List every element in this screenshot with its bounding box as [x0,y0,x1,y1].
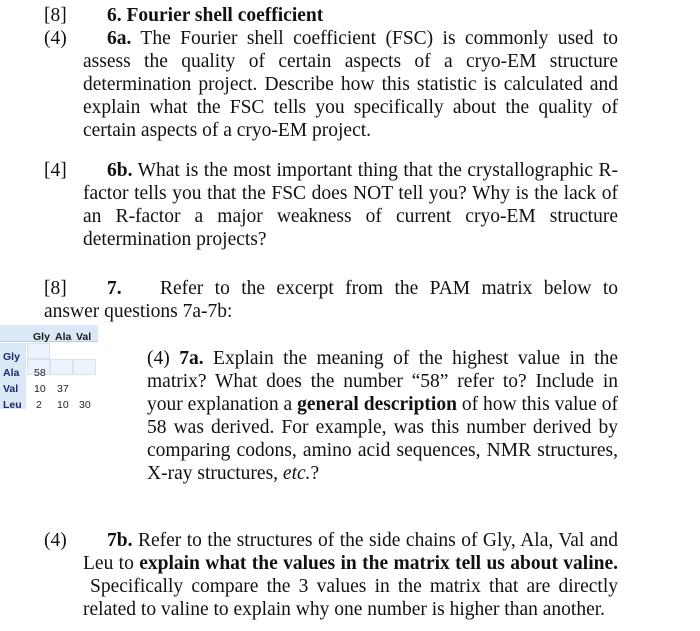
q7a-line1: (4) 7a. Explain the meaning of the highest value in the [147,348,619,369]
pam-value-leu-gly: 2 [36,399,42,411]
q7b-line4: related to valine to explain why one number is higher than another. [83,599,606,620]
q6-title: 6. Fourier shell coefficient [107,5,324,26]
q7-line2: answer questions 7a-7b: [44,301,233,322]
q6-points: [8] [44,5,67,26]
pam-cell [50,359,73,375]
pam-cell [27,343,50,359]
pam-column-header-bar [0,325,98,342]
q7-points: [8] [44,278,67,299]
pam-value-ala-gly: 58 [34,367,46,379]
q6b-label: 6b. [107,160,133,181]
pam-row-header: Ala [3,367,20,379]
q7a-points: (4) [147,348,170,369]
q6a-label: 6a. [107,28,132,49]
q6b-line2: factor tells you that the FSC does NOT tell you? Why is the lack of [83,183,618,204]
q7b-line2: Leu to explain what the values in the matrix tell us about valine. [83,553,619,574]
q7-line1: Refer to the excerpt from the PAM matrix below to [160,278,618,299]
pam-value-grid [27,343,98,409]
q7b-line3: Specifically compare the 3 values in the matrix that are directly [90,576,618,597]
q6b-points: [4] [44,160,67,181]
q6b-line4: determination projects? [83,229,267,250]
pam-row-header-bar [0,343,26,409]
q7a-line3: your explanation a general description of how this value of [147,394,618,415]
q7b-points: (4) [44,530,67,551]
q7b-line1: 7b. Refer to the structures of the side chains of Gly, Ala, Val and [107,530,618,551]
q7a-line6: X-ray structures, etc.? [147,463,320,484]
q6b-line1: 6b. What is the most important thing that the crystallographic R- [107,160,618,181]
pam-cell [73,359,96,375]
q7b-label: 7b. [107,530,133,551]
pam-value-val-gly: 10 [34,383,46,395]
pam-row-header: Val [3,383,19,395]
pam-matrix [0,322,98,412]
q7a-label: 7a. [179,348,204,369]
q7a-line2: matrix? What does the number “58” refer to? Include in [147,371,618,392]
pam-value-leu-val: 30 [79,399,91,411]
pam-value-leu-ala: 10 [57,399,69,411]
q6a-line5: certain aspects of a cryo-EM project. [83,120,372,141]
pam-col-header: Ala [55,331,72,343]
pam-col-header: Gly [33,331,50,343]
q7-number: 7. [107,278,122,299]
q6a-line3: determination project. Describe how this statistic is calculated and [83,74,618,95]
q6a-line2: assess the quality of certain aspects of a cryo-EM structure [83,51,618,72]
q6b-line3: an R-factor a major weakness of current cryo-EM structure [83,206,618,227]
pam-row-header: Gly [3,351,20,363]
q7a-line4: 58 was derived. For example, was this number derived by [147,417,618,438]
q6a-line1: 6a. The Fourier shell coefficient (FSC) is commonly used to [107,28,618,49]
pam-col-header: Val [76,331,92,343]
q6a-points: (4) [44,28,67,49]
pam-row-header: Leu [3,399,22,411]
q7a-line5: comparing codons, amino acid sequences, NMR structures, [147,440,618,461]
pam-value-val-ala: 37 [57,383,69,395]
q6a-line4: explain what the FSC tells you specifically about the quality of [83,97,618,118]
